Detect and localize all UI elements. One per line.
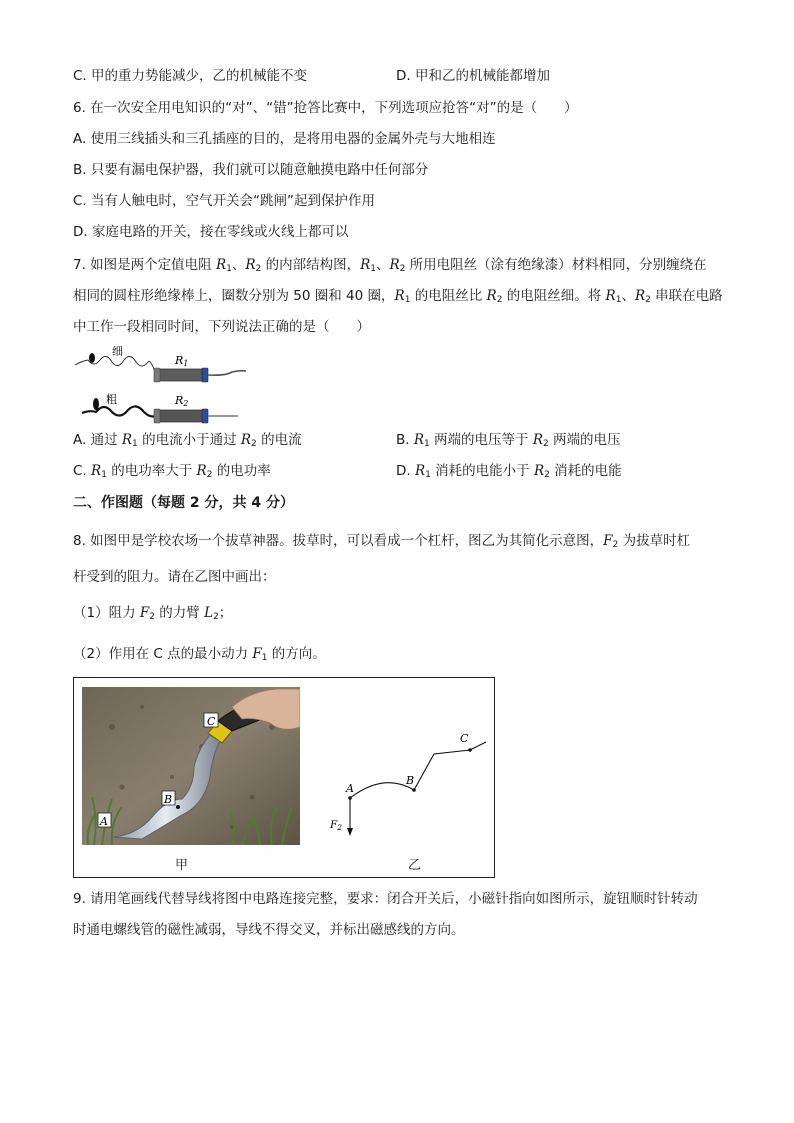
point-b <box>412 788 416 792</box>
q6-option-a: A. 使用三线插头和三孔插座的目的，是将用电器的金属外壳与大地相连 <box>73 131 496 147</box>
q6-stem: 6. 在一次安全用电知识的“对”、“错”抢答比赛中，下列选项应抢答“对”的是（ ） <box>73 100 578 116</box>
q7-stem-line1: 7. 如图是两个定值电阻 $R_1$、$R_2$ 的内部结构图，$R_1$、$R_2$ 所用电阻丝（涂有绝缘漆）材料相同，分别缠绕在 <box>73 257 707 274</box>
caption-jia: 甲 <box>175 858 189 873</box>
r1-terminal-blob <box>89 353 95 363</box>
q8-stem-line1: 8. 如图甲是学校农场一个拔草神器。拔草时，可以看成一个杠杆，图乙为其简化示意图，$F_2$ 为拔草时杠 <box>73 533 691 550</box>
label-thin: 细 <box>112 345 123 358</box>
r1-thin-wire <box>75 356 156 374</box>
q5-option-d: D. 甲和乙的机械能都增加 <box>396 68 550 84</box>
r1-end-cap-left <box>154 368 160 382</box>
r1-end-cap-right <box>202 368 208 382</box>
caption-yi: 乙 <box>408 858 422 873</box>
photo-label-b: B <box>164 793 173 806</box>
r1-lead <box>208 371 246 376</box>
q7-option-d: D. $R_1$ 消耗的电能小于 $R_2$ 消耗的电能 <box>396 463 622 480</box>
q9-stem-line1: 9. 请用笔画线代替导线将图中电路连接完整，要求：闭合开关后，小磁针指向如图所示，旋钮顺时针转动 <box>73 891 698 907</box>
q8-figure-box <box>73 677 495 878</box>
diagram-label-b: B <box>406 774 415 787</box>
r2-thick-wire <box>82 406 156 416</box>
q7-stem-line2: 相同的圆柱形绝缘棒上，圈数分别为 50 圈和 40 圈，$R_1$ 的电阻丝比 $R_2$ 的电阻丝细。将 $R_1$、$R_2$ 串联在电路 <box>73 288 723 305</box>
r2-terminal-blob <box>93 398 99 410</box>
q6-option-b: B. 只要有漏电保护器，我们就可以随意触摸电路中任何部分 <box>73 162 429 178</box>
diagram-label-f2: F2 <box>330 819 343 832</box>
photo-label-c: C <box>207 715 216 728</box>
resistor-r2 <box>82 392 238 423</box>
q7-option-a: A. 通过 $R_1$ 的电流小于通过 $R_2$ 的电流 <box>73 432 302 449</box>
r2-label: R2 <box>175 394 189 408</box>
q8-item-1: （1）阻力 $F_2$ 的力臂 $L_2$； <box>73 605 233 622</box>
label-thick: 粗 <box>106 393 117 406</box>
r1-coil-body <box>156 369 206 381</box>
q7-resistor-figure <box>70 340 255 426</box>
lever-arc <box>350 783 414 798</box>
q6-option-c: C. 当有人触电时，空气开关会“跳闸”起到保护作用 <box>73 193 375 209</box>
diagram-label-c: C <box>460 732 469 745</box>
r1-label: R1 <box>175 354 189 368</box>
resistor-r1 <box>75 345 246 382</box>
q6-option-d: D. 家庭电路的开关，接在零线或火线上都可以 <box>73 224 349 240</box>
photo-label-a: A <box>100 815 108 828</box>
section-title: 二、作图题（每题 2 分，共 4 分） <box>73 495 294 511</box>
q5-option-c: C. 甲的重力势能减少，乙的机械能不变 <box>73 68 308 84</box>
diagram-label-a: A <box>346 782 354 795</box>
q8-stem-line2: 杆受到的阻力。请在乙图中画出： <box>73 569 276 585</box>
photo-point-b <box>176 805 180 809</box>
q9-stem-line2: 时通电螺线管的磁性减弱，导线不得交叉，并标出磁感线的方向。 <box>73 922 465 938</box>
q7-option-c: C. $R_1$ 的电功率大于 $R_2$ 的电功率 <box>73 463 271 480</box>
r2-end-cap-right <box>202 409 208 423</box>
lever-handle-line <box>414 742 486 790</box>
q7-option-b: B. $R_1$ 两端的电压等于 $R_2$ 两端的电压 <box>396 432 621 449</box>
r2-coil-body <box>156 410 206 422</box>
q8-item-2: （2）作用在 C 点的最小动力 $F_1$ 的方向。 <box>73 646 326 663</box>
r2-end-cap-left <box>154 409 160 423</box>
lever-diagram <box>324 726 494 846</box>
weeder-photo <box>82 687 300 845</box>
point-c <box>468 748 472 752</box>
q7-stem-line3: 中工作一段相同时间，下列说法正确的是（ ） <box>73 319 370 335</box>
force-f2-arrowhead <box>347 828 353 836</box>
